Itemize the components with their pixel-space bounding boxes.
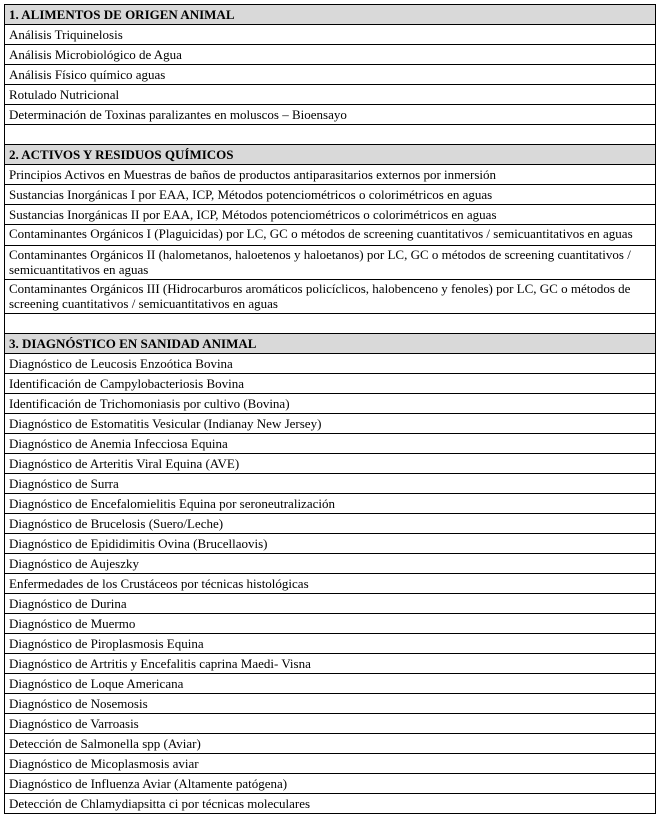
table-row — [5, 774, 656, 794]
table-row — [5, 394, 656, 414]
table-row — [5, 714, 656, 734]
table-cell: Diagnóstico de Piroplasmosis Equina — [5, 634, 656, 654]
section-header-row — [5, 5, 656, 25]
table-row — [5, 165, 656, 185]
table-cell: Análisis Triquinelosis — [5, 25, 656, 45]
section-header-row — [5, 145, 656, 165]
table-cell: Sustancias Inorgánicas II por EAA, ICP, Métodos potenciométricos o colorimétricos en aguas — [5, 205, 656, 225]
table-row — [5, 474, 656, 494]
table-row — [5, 654, 656, 674]
table-cell: Diagnóstico de Nosemosis — [5, 694, 656, 714]
table-cell: Diagnóstico de Durina — [5, 594, 656, 614]
table-cell: Enfermedades de los Crustáceos por técnicas histológicas — [5, 574, 656, 594]
table-row — [5, 45, 656, 65]
table-cell: Diagnóstico de Artritis y Encefalitis caprina Maedi- Visna — [5, 654, 656, 674]
table-cell: Diagnóstico de Epididimitis Ovina (Brucellaovis) — [5, 534, 656, 554]
table-cell: Diagnóstico de Estomatitis Vesicular (Indianay New Jersey) — [5, 414, 656, 434]
section-title: 1. ALIMENTOS DE ORIGEN ANIMAL — [5, 5, 656, 25]
table-row — [5, 734, 656, 754]
table-cell: Detección de Salmonella spp (Aviar) — [5, 734, 656, 754]
table-row — [5, 246, 656, 280]
table-cell: Diagnóstico de Muermo — [5, 614, 656, 634]
table-row — [5, 634, 656, 654]
document-page — [4, 4, 656, 814]
table-cell: Principios Activos en Muestras de baños de productos antiparasitarios externos por inmersión — [5, 165, 656, 185]
section-title: 2. ACTIVOS Y RESIDUOS QUÍMICOS — [5, 145, 656, 165]
table-cell: Diagnóstico de Micoplasmosis aviar — [5, 754, 656, 774]
table-cell: Diagnóstico de Brucelosis (Suero/Leche) — [5, 514, 656, 534]
table-cell: Identificación de Campylobacteriosis Bovina — [5, 374, 656, 394]
table-cell: Diagnóstico de Aujeszky — [5, 554, 656, 574]
blank-row — [5, 314, 656, 334]
section-title: 3. DIAGNÓSTICO EN SANIDAD ANIMAL — [5, 334, 656, 354]
table-cell: Diagnóstico de Influenza Aviar (Altamente patógena) — [5, 774, 656, 794]
table-cell: Sustancias Inorgánicas I por EAA, ICP, Métodos potenciométricos o colorimétricos en aguas — [5, 185, 656, 205]
table-cell: Detección de Chlamydiapsitta ci por técnicas moleculares — [5, 794, 656, 814]
table-row — [5, 694, 656, 714]
table-row — [5, 225, 656, 246]
table-row — [5, 25, 656, 45]
table-row — [5, 514, 656, 534]
table-row — [5, 205, 656, 225]
table-row — [5, 374, 656, 394]
table-row — [5, 494, 656, 514]
table-row — [5, 594, 656, 614]
table-row — [5, 280, 656, 314]
table-cell: Contaminantes Orgánicos II (halometanos, haloetenos y haloetanos) por LC, GC o métodos de screening cuantitativos / semicuantitativos en aguas — [5, 246, 656, 280]
table-cell: Contaminantes Orgánicos III (Hidrocarburos aromáticos policíclicos, halobenceno y fenoles) por LC, GC o métodos de screening cuantitativos / semicuantitativos en aguas — [5, 280, 656, 314]
blank-row — [5, 125, 656, 145]
table-row — [5, 554, 656, 574]
table-row — [5, 354, 656, 374]
table-cell: Diagnóstico de Loque Americana — [5, 674, 656, 694]
table-row — [5, 614, 656, 634]
table-cell: Contaminantes Orgánicos I (Plaguicidas) por LC, GC o métodos de screening cuantitativos / semicuantitativos en aguas — [5, 225, 656, 246]
blank-cell — [5, 314, 656, 334]
table-cell: Diagnóstico de Varroasis — [5, 714, 656, 734]
table-cell: Diagnóstico de Leucosis Enzoótica Bovina — [5, 354, 656, 374]
table-row — [5, 185, 656, 205]
blank-cell — [5, 125, 656, 145]
table-cell: Rotulado Nutricional — [5, 85, 656, 105]
table-cell: Diagnóstico de Encefalomielitis Equina por seroneutralización — [5, 494, 656, 514]
table-row — [5, 434, 656, 454]
table-row — [5, 85, 656, 105]
table-cell: Diagnóstico de Anemia Infecciosa Equina — [5, 434, 656, 454]
table-row — [5, 794, 656, 814]
section-header-row — [5, 334, 656, 354]
table-row — [5, 105, 656, 125]
table-cell: Identificación de Trichomoniasis por cultivo (Bovina) — [5, 394, 656, 414]
table-row — [5, 65, 656, 85]
table-cell: Análisis Microbiológico de Agua — [5, 45, 656, 65]
table-row — [5, 574, 656, 594]
table-row — [5, 534, 656, 554]
table-row — [5, 414, 656, 434]
table-row — [5, 454, 656, 474]
table-cell: Diagnóstico de Arteritis Viral Equina (AVE) — [5, 454, 656, 474]
table-cell: Diagnóstico de Surra — [5, 474, 656, 494]
analysis-table — [4, 4, 656, 814]
table-row — [5, 754, 656, 774]
table-row — [5, 674, 656, 694]
table-cell: Análisis Físico químico aguas — [5, 65, 656, 85]
table-cell: Determinación de Toxinas paralizantes en moluscos – Bioensayo — [5, 105, 656, 125]
